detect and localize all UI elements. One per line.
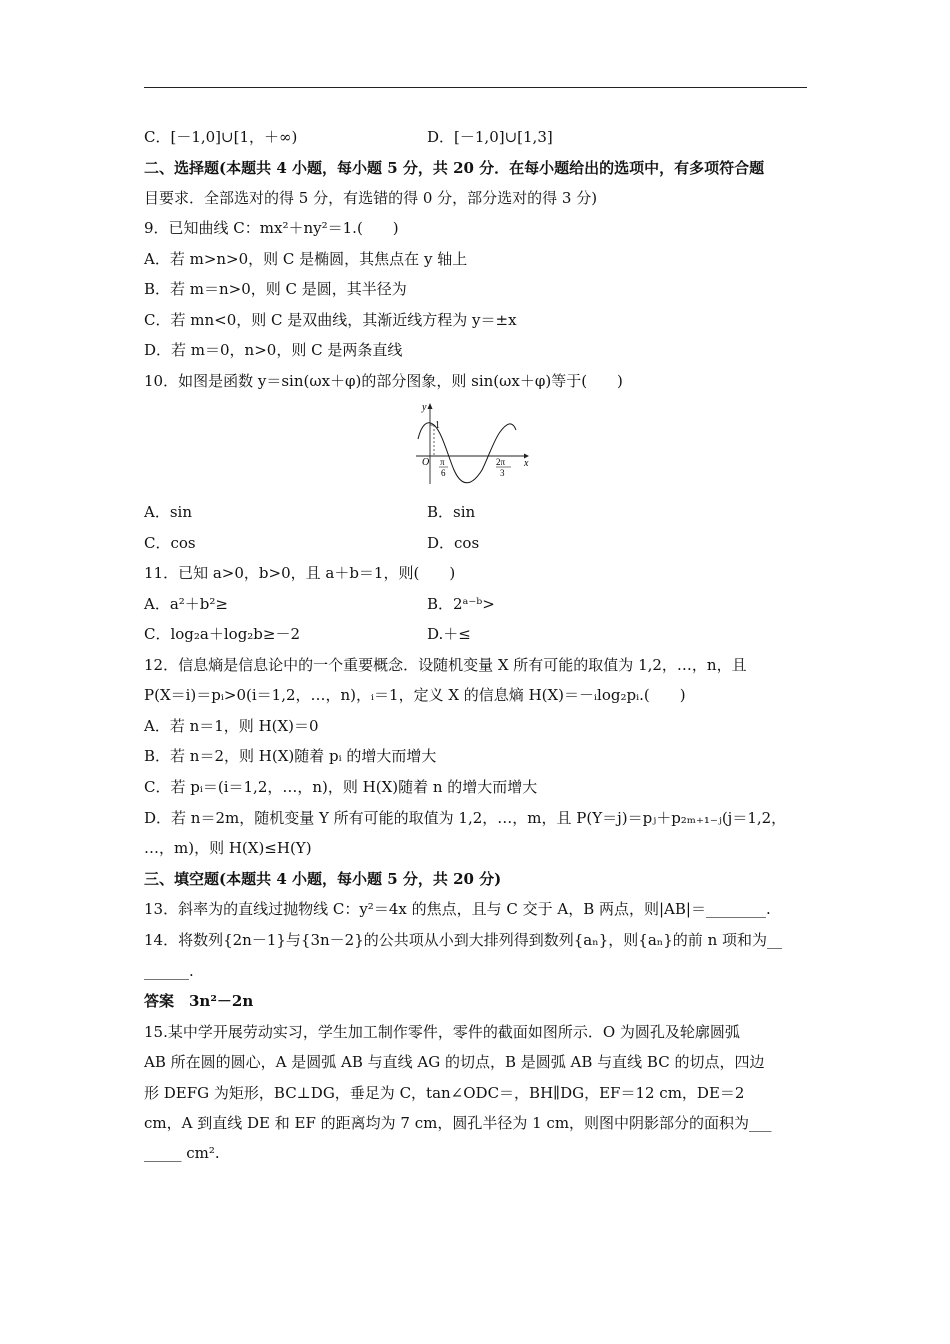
- q8-option-d: D．[－1,0]∪[1,3]: [427, 128, 553, 146]
- section-3-heading: 三、填空题(本题共 4 小题，每小题 5 分，共 20 分): [144, 870, 502, 888]
- q8-option-c: C．[－1,0]∪[1，＋∞): [144, 128, 298, 146]
- tick2-denominator: 3: [500, 468, 505, 478]
- q9-option-a: A．若 m>n>0，则 C 是椭圆，其焦点在 y 轴上: [144, 250, 468, 268]
- q14-answer: 答案 3n²－2n: [144, 992, 254, 1010]
- header-rule: [144, 87, 807, 88]
- origin-label: O: [422, 457, 430, 468]
- q12-option-c: C．若 pᵢ＝(i＝1,2，…，n)，则 H(X)随着 n 的增大而增大: [144, 778, 538, 796]
- q14-stem-cont: ______.: [144, 962, 194, 980]
- q12-stem: 12．信息熵是信息论中的一个重要概念．设随机变量 X 所有可能的取值为 1,2，…，n，且: [144, 656, 747, 674]
- q10-option-b: B．sin: [427, 503, 476, 521]
- y-axis-arrow: [428, 403, 433, 409]
- q12-option-d: D．若 n＝2m，随机变量 Y 所有可能的取值为 1,2，…，m，且 P(Y＝j)＝pⱼ＋p₂ₘ₊₁₋ⱼ(j＝1,2，: [144, 809, 787, 827]
- q10-stem: 10．如图是函数 y＝sin(ωx＋φ)的部分图象，则 sin(ωx＋φ)等于( ): [144, 372, 623, 390]
- q11-option-d: D.＋≤: [427, 625, 471, 643]
- q12-stem-cont: P(X＝i)＝pᵢ>0(i＝1,2，…，n)，ᵢ＝1，定义 X 的信息熵 H(X)＝－ᵢlog₂pᵢ.( ): [144, 686, 686, 704]
- tick1-denominator: 6: [441, 468, 446, 478]
- q13-stem: 13．斜率为的直线过抛物线 C：y²＝4x 的焦点，且与 C 交于 A，B 两点，则|AB|＝________.: [144, 900, 771, 918]
- q15-stem: 15.某中学开展劳动实习，学生加工制作零件，零件的截面如图所示．O 为圆孔及轮廓圆弧: [144, 1023, 740, 1041]
- q10-option-c: C．cos: [144, 534, 196, 552]
- q15-stem-4: cm，A 到直线 DE 和 EF 的距离均为 7 cm，圆孔半径为 1 cm，则图中阴影部分的面积为___: [144, 1114, 772, 1132]
- q9-option-d: D．若 m＝0，n>0，则 C 是两条直线: [144, 341, 403, 359]
- y-tick-label: 1: [435, 420, 440, 431]
- section-2-heading-cont: 目要求．全部选对的得 5 分，有选错的得 0 分，部分选对的得 3 分): [144, 189, 598, 207]
- q15-stem-2: AB 所在圆的圆心，A 是圆弧 AB 与直线 AG 的切点，B 是圆弧 AB 与直线 BC 的切点，四边: [144, 1053, 765, 1071]
- q9-option-c: C．若 mn<0，则 C 是双曲线，其渐近线方程为 y＝±x: [144, 311, 517, 329]
- q11-stem: 11．已知 a>0，b>0，且 a＋b＝1，则( ): [144, 564, 456, 582]
- section-2-heading: 二、选择题(本题共 4 小题，每小题 5 分，共 20 分．在每小题给出的选项中，有多项符合题: [144, 159, 765, 177]
- q11-option-a: A．a²＋b²≥: [144, 595, 228, 613]
- q12-option-a: A．若 n＝1，则 H(X)＝0: [144, 717, 319, 735]
- q15-stem-5: _____ cm².: [144, 1144, 220, 1162]
- q12-option-d-cont: …，m)，则 H(X)≤H(Y): [144, 839, 312, 857]
- q9-option-b: B．若 m＝n>0，则 C 是圆，其半径为: [144, 280, 407, 298]
- q10-option-a: A．sin: [144, 503, 192, 521]
- sine-graph: [412, 398, 534, 486]
- tick1-numerator: π: [440, 457, 445, 467]
- tick2-numerator: 2π: [496, 457, 506, 467]
- q12-option-b: B．若 n＝2，则 H(X)随着 pᵢ 的增大而增大: [144, 747, 437, 765]
- y-axis-label: y: [422, 402, 427, 413]
- q11-option-c: C．log₂a＋log₂b≥－2: [144, 625, 301, 643]
- q11-option-b: B．2ᵃ⁻ᵇ>: [427, 595, 495, 613]
- q15-stem-3: 形 DEFG 为矩形，BC⊥DG，垂足为 C，tan∠ODC＝，BH∥DG，EF＝12 cm，DE＝2: [144, 1084, 745, 1102]
- q14-stem: 14．将数列{2n－1}与{3n－2}的公共项从小到大排列得到数列{aₙ}，则{aₙ}的前 n 项和为__: [144, 931, 782, 949]
- q9-stem: 9．已知曲线 C：mx²＋ny²＝1.( ): [144, 219, 399, 237]
- x-axis-label: x: [524, 458, 529, 469]
- q10-option-d: D．cos: [427, 534, 480, 552]
